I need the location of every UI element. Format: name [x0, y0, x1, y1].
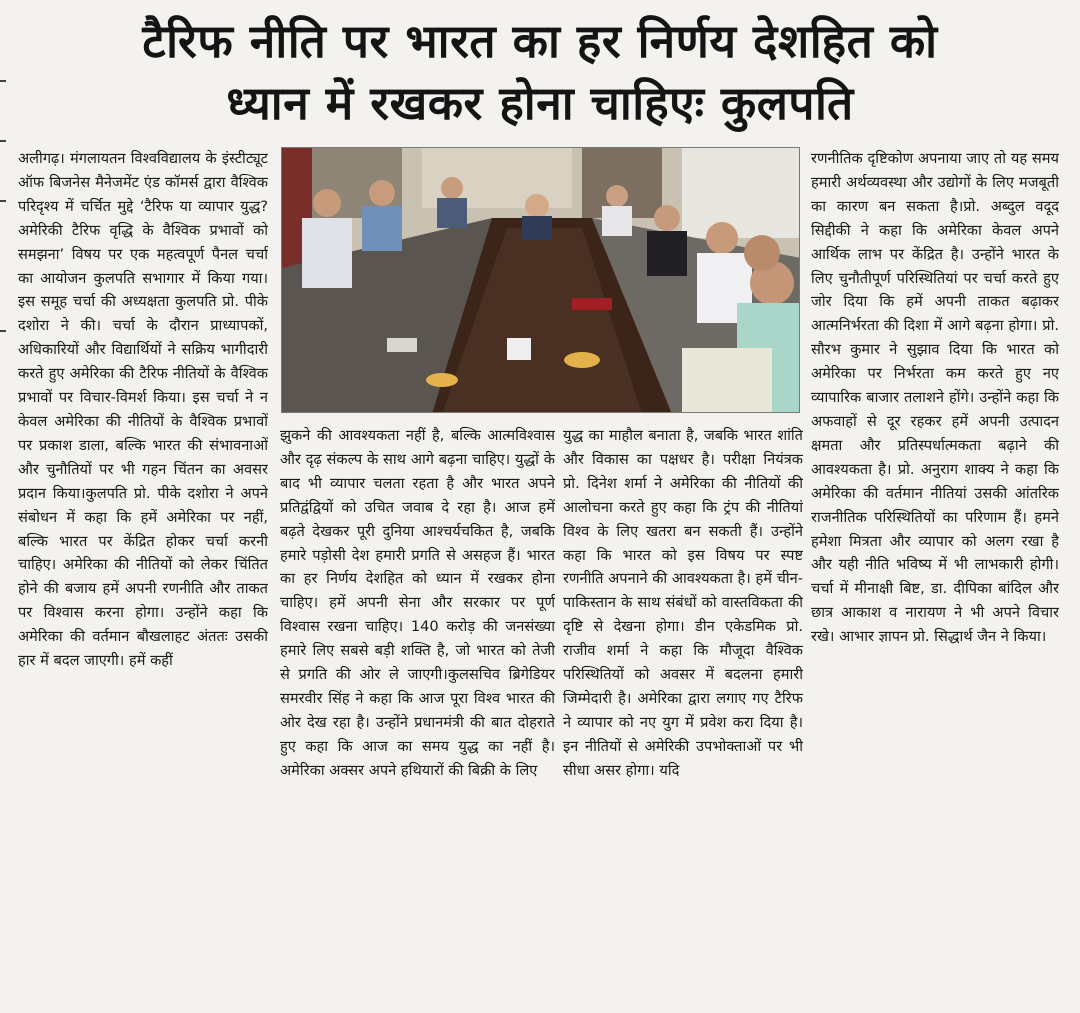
edge-mark — [0, 200, 6, 202]
article-column-3: युद्ध का माहौल बनाता है, जबकि भारत शांति और विकास का पक्षधर है। परीक्षा नियंत्रक प्रो. दिनेश शर्मा ने अमेरिका की नीतियों की आलोचना करते हुए कहा कि ट्रंप की नीतियां विश्व के लिए खतरा बन सकती हैं। उन्होंने कहा कि भारत को इस विषय पर स्पष्ट रणनीति अपनाने की आवश्यकता है। हमें चीन-पाकिस्तान के साथ संबंधों को वास्तविकता की दृष्टि से देखना होगा। डीन एकेडमिक प्रो. राजीव शर्मा ने कहा कि मौजूदा वैश्विक परिस्थितियों को अवसर में बदलना हमारी जिम्मेदारी है। अमेरिका द्वारा लगाए गए टैरिफ ने व्यापार को नए युग में प्रवेश करा दिया है। इन नीतियों से अमेरिकी उपभोक्ताओं पर भी सीधा असर होगा। यदि — [563, 427, 803, 779]
meeting-photo-icon — [282, 148, 800, 413]
headline — [0, 10, 1080, 134]
edge-mark — [0, 330, 6, 332]
headline-line-1: टैरिफ नीति पर भारत का हर निर्णय देशहित को — [142, 14, 938, 68]
article-column-1: अलीगढ़। मंगलायतन विश्वविद्यालय के इंस्टीट्यूट ऑफ बिजनेस मैनेजमेंट एंड कॉमर्स द्वारा वैश्विक परिदृश्य में चर्चित मुद्दे ‘टैरिफ या व्यापार युद्ध? अमेरिकी टैरिफ वृद्धि के वैश्विक प्रभावों को समझना’ विषय पर एक महत्वपूर्ण पैनल चर्चा का आयोजन कुलपति सभागार में किया गया। इस समूह चर्चा की अध्यक्षता कुलपति प्रो. पीके दशोरा ने की। चर्चा के दौरान प्राध्यापकों, अधिकारियों और विद्यार्थियों ने सक्रिय भागीदारी करते हुए अमेरिका की टैरिफ नीतियों के वैश्विक प्रभावों पर विचार-विमर्श किया। इस चर्चा ने न केवल अमेरिका की नीतियों के वैश्विक प्रभावों पर प्रकाश डाला, बल्कि भारत की संभावनाओं और चुनौतियों पर भी गहन चिंतन का अवसर प्रदान किया।कुलपति प्रो. पीके दशोरा ने अपने संबोधन में कहा कि हमें अमेरिका पर नहीं, बल्कि भारत पर केंद्रित होकर चर्चा करनी चाहिए। अमेरिका की नीतियों को लेकर चिंतित होने की बजाय हमें अपनी रणनीति और ताकत पर विश्वास करना होगा। उन्होंने कहा कि अमेरिका की वर्तमान बौखलाहट अंततः उसकी हार में बदल जाएगी। हमें कहीं — [18, 150, 268, 670]
article-column-4: रणनीतिक दृष्टिकोण अपनाया जाए तो यह समय हमारी अर्थव्यवस्था और उद्योगों के लिए मजबूती का कारण बन सकता है।प्रो. अब्दुल वदूद सिद्दीकी ने कहा कि अमेरिका केवल अपने आर्थिक लाभ पर केंद्रित है। उन्होंने भारत के लिए चुनौतीपूर्ण परिस्थितियां पर चर्चा करते हुए जोर दिया कि हमें अपनी ताकत बढ़ाकर आत्मनिर्भरता की दिशा में आगे बढ़ना होगा। प्रो. सौरभ कुमार ने सुझाव दिया कि भारत को अमेरिका पर निर्भरता कम करते हुए नए व्यापारिक बाजार तलाशने होंगे। उन्होंने कहा कि अफवाहों से दूर रहकर हमें अपनी उत्पादन क्षमता और प्रतिस्पर्धात्मकता बढ़ाने की आवश्यकता है। प्रो. अनुराग शाक्य ने कहा कि अमेरिका की वर्तमान नीतियां उसकी आंतरिक राजनीतिक परिस्थितियों का परिणाम हैं। हमने हमेशा मित्रता और व्यापार को अलग रखा है और यही नीति भविष्य में भी लाभकारी होगी। चर्चा में मीनाक्षी बिष्ट, डा. दीपिका बांदिल और छात्र आकाश व नारायण ने भी अपने विचार रखे। आभार ज्ञापन प्रो. सिद्धार्थ जैन ने किया। — [811, 150, 1059, 646]
edge-mark — [0, 80, 6, 82]
edge-mark — [0, 140, 6, 142]
meeting-photo — [281, 147, 800, 413]
article-column-2: झुकने की आवश्यकता नहीं है, बल्कि आत्मविश्वास और दृढ़ संकल्प के साथ आगे बढ़ना चाहिए। युद्धों के बाद भी व्यापार चलता रहता है और भारत अपने प्रतिद्वंद्वियों को उचित जवाब दे रहा है। आज हमें बढ़ते देखकर पूरी दुनिया आश्चर्यचकित है, जबकि हमारे पड़ोसी देश हमारी प्रगति से असहज हैं। भारत का हर निर्णय देशहित को ध्यान में रखकर होना चाहिए। हमें अपनी सेना और सरकार पर पूर्ण विश्वास रखना चाहिए। 140 करोड़ की जनसंख्या हमारे लिए सबसे बड़ी शक्ति है, जो भारत को तेजी से प्रगति की ओर ले जाएगी।कुलसचिव ब्रिगेडियर समरवीर सिंह ने कहा कि आज पूरा विश्व भारत की ओर देख रहा है। उन्होंने प्रधानमंत्री की बात दोहराते हुए कहा कि आज का समय युद्ध का नहीं है। अमेरिका अक्सर अपने हथियारों की बिक्री के लिए — [280, 427, 555, 779]
headline-line-2: ध्यान में रखकर होना चाहिएः कुलपति — [226, 76, 854, 130]
